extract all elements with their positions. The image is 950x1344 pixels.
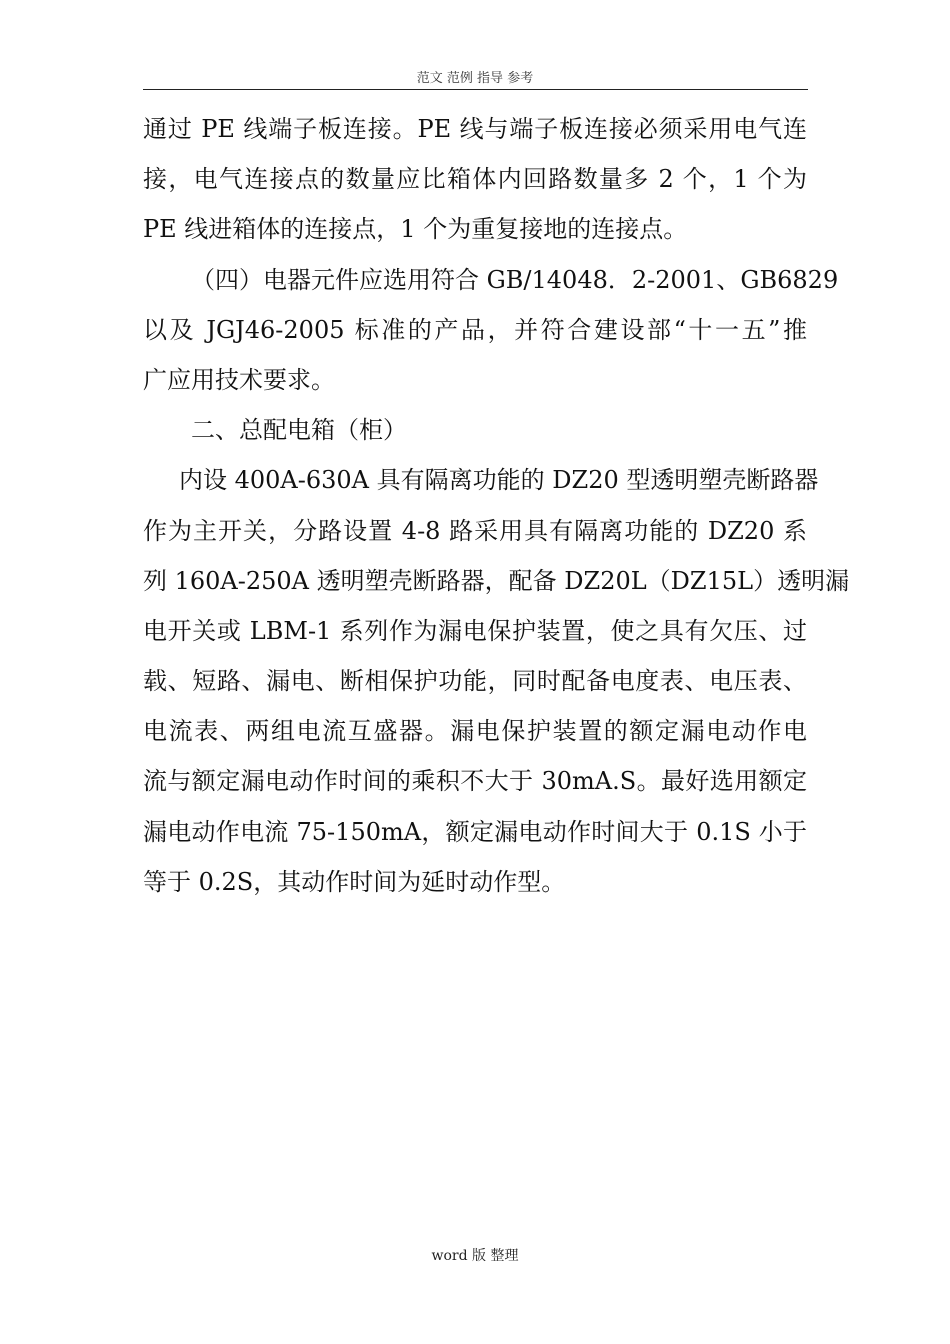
paragraph-line: 以及 JGJ46-2005 标准的产品，并符合建设部“十一五”推	[143, 315, 807, 344]
section-heading: 二、总配电箱（柜）	[191, 416, 407, 445]
header-divider	[143, 89, 808, 90]
paragraph-line: 广应用技术要求。	[143, 365, 335, 394]
page-footer: word 版 整理	[431, 1248, 519, 1264]
page-header: 范文 范例 指导 参考	[416, 71, 534, 86]
paragraph-line: （四）电器元件应选用符合 GB/14048．2-2001、GB6829	[191, 265, 839, 294]
paragraph-line: 通过 PE 线端子板连接。PE 线与端子板连接必须采用电气连	[143, 115, 807, 143]
paragraph-line: 接，电气连接点的数量应比箱体内回路数量多 2 个，1 个为	[143, 165, 807, 194]
paragraph-line: 列 160A-250A 透明塑壳断路器，配备 DZ20L（DZ15L）透明漏	[143, 566, 850, 595]
paragraph-line: PE 线进箱体的连接点，1 个为重复接地的连接点。	[143, 215, 688, 244]
paragraph-line: 漏电动作电流 75-150mA，额定漏电动作时间大于 0.1S 小于	[143, 817, 807, 846]
paragraph-line: 电开关或 LBM-1 系列作为漏电保护装置，使之具有欠压、过	[143, 616, 807, 645]
paragraph-line: 流与额定漏电动作时间的乘积不大于 30mA.S。最好选用额定	[143, 767, 807, 796]
paragraph-line: 载、短路、漏电、断相保护功能，同时配备电度表、电压表、	[143, 667, 807, 696]
paragraph-line: 电流表、两组电流互盛器。漏电保护装置的额定漏电动作电	[143, 717, 807, 746]
document-body	[143, 104, 850, 907]
paragraph-line: 内设 400A-630A 具有隔离功能的 DZ20 型透明塑壳断路器	[179, 466, 819, 495]
paragraph-line: 作为主开关，分路设置 4-8 路采用具有隔离功能的 DZ20 系	[143, 516, 807, 545]
paragraph-line: 等于 0.2S，其动作时间为延时动作型。	[143, 867, 566, 896]
